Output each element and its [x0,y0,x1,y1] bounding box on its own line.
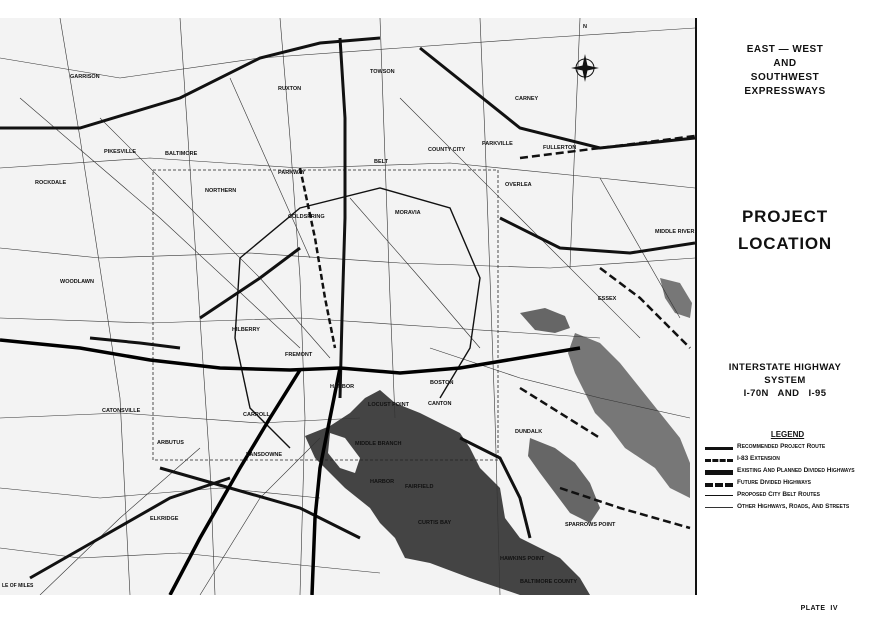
legend-label: Proposed City Belt Routes [737,491,820,498]
legend-swatch [705,467,733,476]
place-sparrows-point: SPARROWS POINT [565,522,616,528]
road-map [0,18,695,595]
bear-creek-water [528,438,600,523]
legend-item [705,491,870,500]
place-fullerton: FULLERTON [543,145,577,151]
place-catonsville: CATONSVILLE [102,408,141,414]
system-line: I-70N AND I-95 [743,388,827,399]
system-line: SYSTEM [764,375,806,386]
legend-label: Future Divided Highways [737,479,812,486]
legend-label: Existing And Planned Divided Highways [737,467,855,474]
project-line: LOCATION [738,234,832,253]
title-line: SOUTHWEST [750,72,820,83]
place-canton: CANTON [428,401,452,407]
place-fremont: FREMONT [285,352,313,358]
place-essex: ESSEX [598,296,617,302]
place-curtis-bay: CURTIS BAY [418,520,452,526]
legend [705,430,870,515]
place-parkville: PARKVILLE [482,141,513,147]
legend-item [705,503,870,512]
project-line: PROJECT [742,207,828,226]
title-block [697,43,873,99]
legend-item [705,455,870,464]
place-rockdale: ROCKDALE [35,180,67,186]
place-parkway: PARKWAY [278,170,306,176]
place-towson: TOWSON [370,69,395,75]
legend-item [705,479,870,488]
system-line: INTERSTATE HIGHWAY [728,362,842,373]
essex-water [520,308,570,333]
place-baltimore-county: BALTIMORE COUNTY [520,579,578,585]
place-pikesville: PIKESVILLE [104,149,137,155]
harbor-water [305,390,590,595]
place-carney: CARNEY [515,96,539,102]
system-block [697,361,873,400]
place-dundalk: DUNDALK [515,429,543,435]
place-coldspring: COLDSPRING [288,214,325,220]
title-line: AND [773,58,797,69]
place-hawkins-point: HAWKINS POINT [500,556,545,562]
title-line: EXPRESSWAYS [744,86,826,97]
place-elkridge: ELKRIDGE [150,516,179,522]
place-harbor: HARBOR [330,384,355,390]
place-ruxton: RUXTON [278,86,302,92]
scale-label: LE OF MILES [2,583,34,589]
compass-n: N [583,24,587,30]
place-moravia: MORAVIA [395,210,421,216]
place-harbor-south: HARBOR [370,479,395,485]
compass-rose [571,54,599,82]
map-area [0,18,697,595]
place-overlea: OVERLEA [505,182,532,188]
place-fairfield: FAIRFIELD [405,484,434,490]
legend-item [705,443,870,452]
legend-title: LEGEND [770,430,805,439]
project-location-heading [697,203,873,257]
place-hilberry: HILBERRY [232,327,260,333]
place-lansdowne: LANSDOWNE [246,452,283,458]
place-carroll: CARROLL [243,412,270,418]
legend-swatch [705,491,733,500]
legend-swatch [705,443,733,452]
legend-label: I-83 Extension [737,455,780,462]
i83-extension [300,168,335,348]
place-baltimore-north: BALTIMORE [165,151,198,157]
info-panel [697,18,873,595]
place-boston: BOSTON [430,380,454,386]
place-woodlawn: WOODLAWN [60,279,94,285]
plate-number: PLATE IV [800,605,838,612]
place-northern: NORTHERN [205,188,237,194]
legend-label: Other Highways, Roads, And Streets [737,503,850,510]
place-belt: BELT [374,159,388,165]
middle-river-water [660,278,692,318]
place-middle-river: MIDDLE RIVER [655,229,695,235]
place-county-city: COUNTY CITY [428,147,466,153]
legend-label: Recommended Project Route [737,443,826,450]
place-locust-point: LOCUST POINT [368,402,409,408]
place-arbutus: ARBUTUS [157,440,184,446]
place-middle-branch: MIDDLE BRANCH [355,441,402,447]
title-line: EAST — WEST [746,44,824,55]
legend-swatch [705,455,733,464]
legend-swatch [705,503,733,512]
legend-item [705,467,870,476]
legend-swatch [705,479,733,488]
back-river-water [568,333,690,498]
place-garrison: GARRISON [70,74,100,80]
